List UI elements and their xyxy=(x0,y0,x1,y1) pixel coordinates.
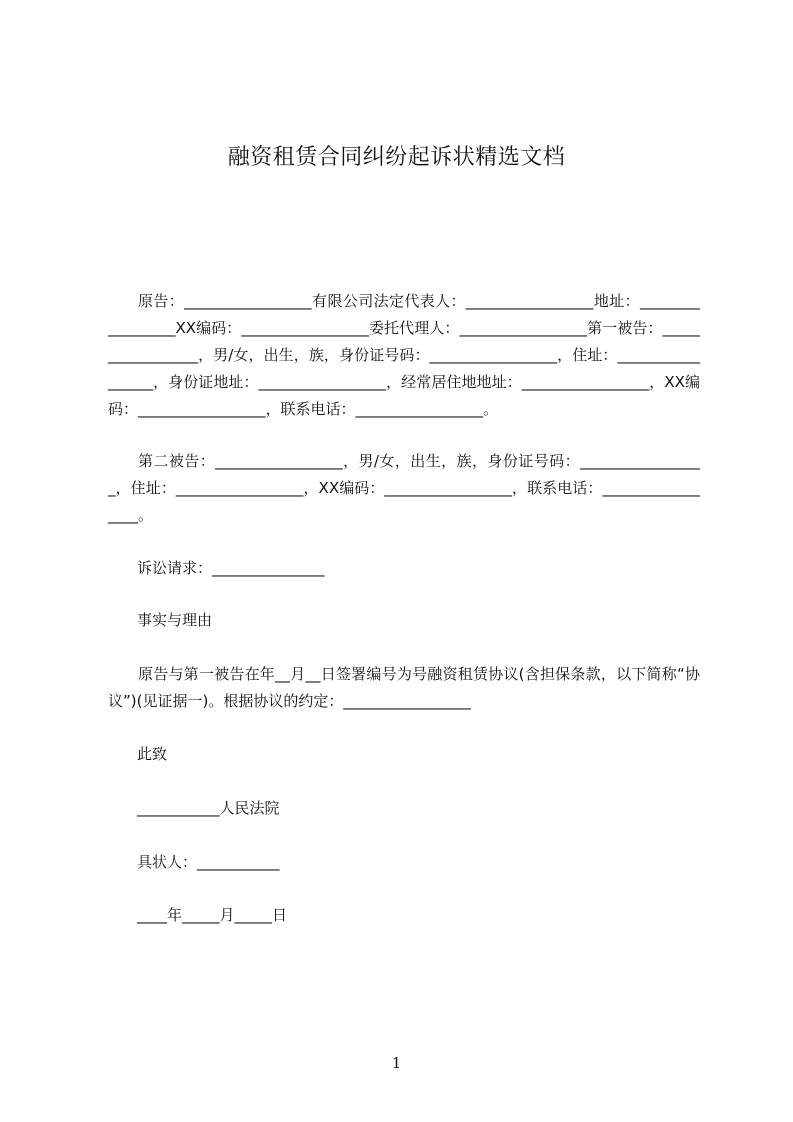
page-number: 1 xyxy=(391,1054,402,1072)
facts-heading: 事实与理由 xyxy=(137,611,213,629)
document-title: 融资租赁合同纠纷起诉状精选文档 xyxy=(227,145,566,170)
litigation-claims: 诉讼请求：_______________ xyxy=(137,559,325,577)
court-name: ___________人民法院 xyxy=(137,799,280,817)
salutation: 此致 xyxy=(137,745,168,763)
second-defendant-paragraph: 第二被告：_________________，男/女，出生，族，身份证号码：_________________，住址：_________________，XX编码：_________________，联系电话：_________________。 xyxy=(108,452,700,524)
date-line: ____年_____月_____日 xyxy=(137,906,288,924)
signer-line: 具状人：___________ xyxy=(137,853,280,871)
plaintiff-and-first-defendant-paragraph: 原告：_________________有限公司法定代表人：_________________地址：_________________XX编码：_________________委托代理人：_________________第一被告：_________________，男/女，出生，族，身份证号码：_________________，住址：_________________，身份证地址：_________________，经常居住地地址：_________________，XX编码：_________________，联系电话：_________________。 xyxy=(108,292,700,418)
facts-paragraph: 原告与第一被告在年__月__日签署编号为号融资租赁协议(含担保条款，以下简称“协议”)(见证据一)。根据协议的约定：_________________ xyxy=(108,665,700,710)
